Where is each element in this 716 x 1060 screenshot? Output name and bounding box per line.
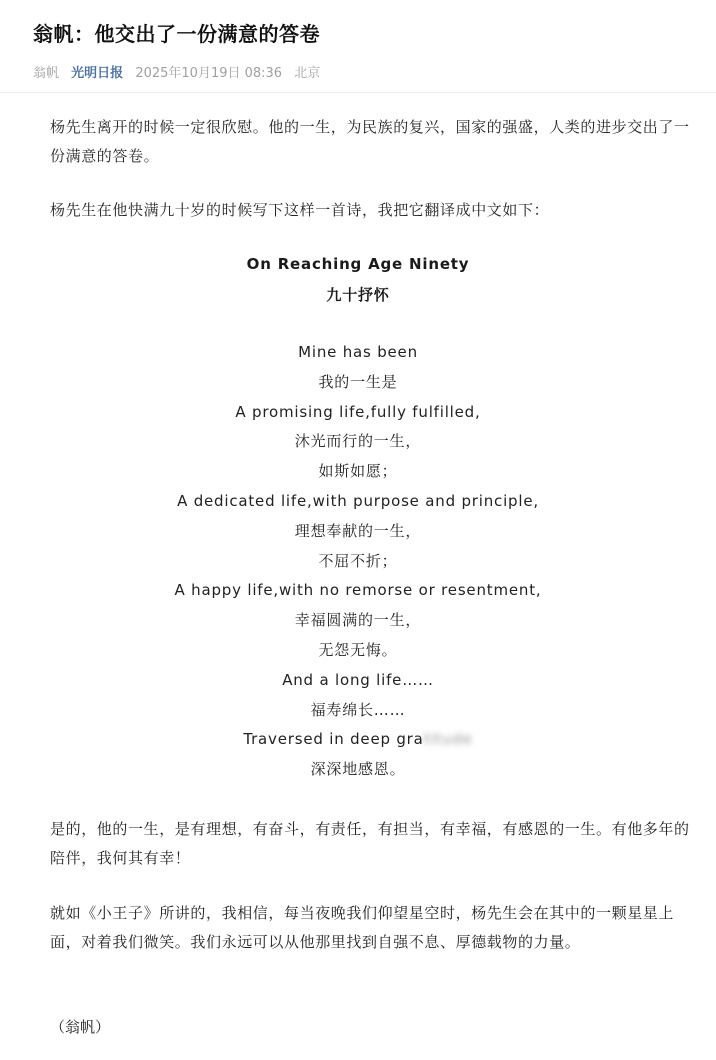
poem-line: A promising life,fully fulfilled, xyxy=(235,402,481,421)
publish-datetime: 2025年10月19日 08:36 xyxy=(135,66,283,81)
location: 北京 xyxy=(294,66,321,81)
signature: （翁帆） xyxy=(50,1018,111,1036)
paragraph-1: 杨先生离开的时候一定很欣慰。他的一生，为民族的复兴，国家的强盛，人类的进步交出了一份满意的答卷。 xyxy=(50,118,690,165)
poem-line: 无怨无悔。 xyxy=(318,640,398,659)
poem-title-en: On Reaching Age Ninety xyxy=(246,255,470,273)
paragraph-2: 杨先生在他快满九十岁的时候写下这样一首诗，我把它翻译成中文如下： xyxy=(50,201,550,219)
poem-line: 福寿绵长…… xyxy=(310,700,406,719)
poem-line: 我的一生是 xyxy=(318,372,398,391)
poem-line: 理想奉献的一生， xyxy=(294,521,422,540)
poem-line: 如斯如愿； xyxy=(318,462,398,481)
poem-line: 不屈不折； xyxy=(318,551,398,570)
source-link[interactable]: 光明日报 xyxy=(71,66,124,81)
poem-body xyxy=(0,338,716,785)
poem-line-partial xyxy=(0,725,716,755)
poem-line: And a long life…… xyxy=(282,670,434,689)
poem-line: 沐光而行的一生， xyxy=(294,432,422,451)
paragraph-3: 是的，他的一生，是有理想，有奋斗，有责任，有担当，有幸福，有感恩的一生。有他多年的陪伴，我何其有幸！ xyxy=(50,820,690,867)
poem-line: Mine has been xyxy=(298,343,418,361)
poem-title-zh: 九十抒怀 xyxy=(326,286,390,304)
poem-line: 深深地感恩。 xyxy=(310,760,406,779)
article-title: 翁帆：他交出了一份满意的答卷 xyxy=(33,22,320,46)
poem-line-visible: Traversed in deep gra xyxy=(243,730,424,749)
poem-line: A dedicated life,with purpose and principle, xyxy=(177,491,539,510)
poem-line: 幸福圆满的一生， xyxy=(294,611,422,630)
paragraph-4: 就如《小王子》所讲的，我相信，每当夜晚我们仰望星空时，杨先生会在其中的一颗星星上面，对着我们微笑。我们永远可以从他那里找到自强不息、厚德载物的力量。 xyxy=(50,904,675,951)
article-meta xyxy=(33,62,328,81)
poem-line: A happy life,with no remorse or resentment, xyxy=(174,581,542,600)
divider xyxy=(0,92,716,93)
blurred-text: titude xyxy=(423,730,473,749)
author-name: 翁帆 xyxy=(33,66,60,81)
